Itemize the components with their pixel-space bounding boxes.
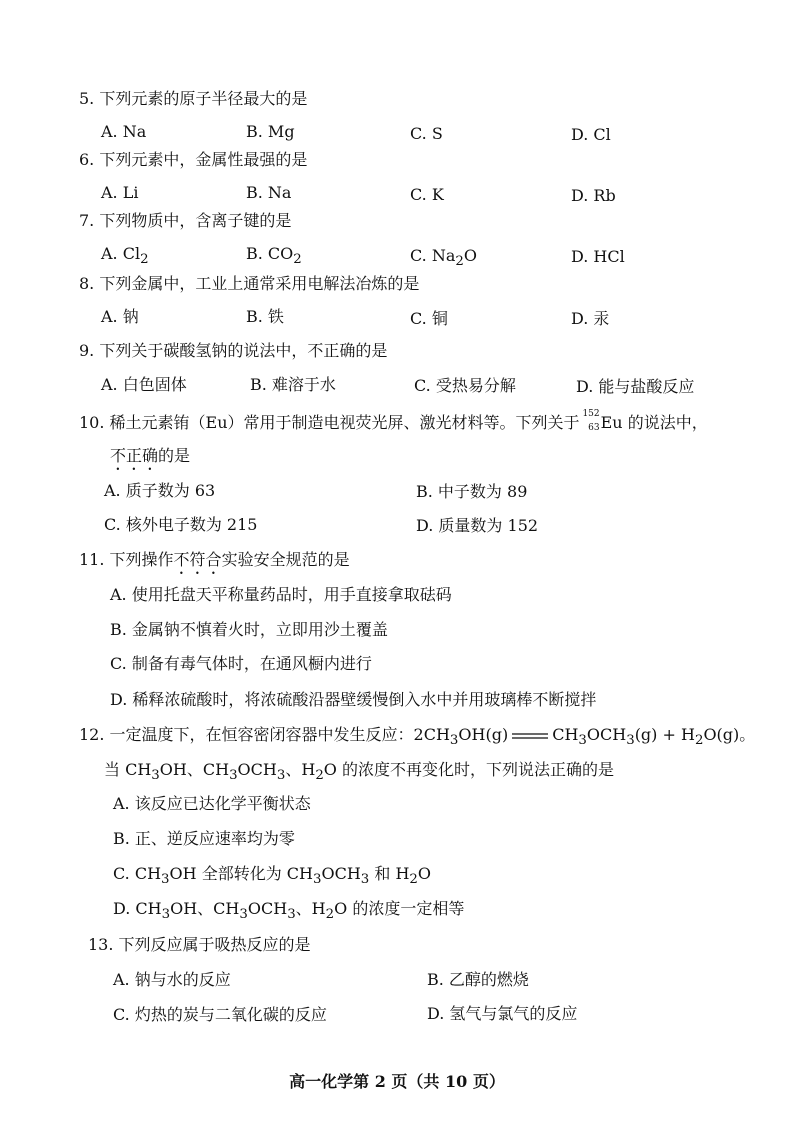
q5-option-d: D. Cl — [571, 125, 611, 144]
q11-option-a: A. 使用托盘天平称量药品时，用手直接拿取砝码 — [110, 585, 452, 604]
q8-option-a: A. 钠 — [101, 307, 139, 326]
q6-option-c: C. K — [410, 185, 444, 204]
q13-option-c: C. 灼热的炭与二氧化碳的反应 — [113, 1005, 327, 1024]
q6-stem: 6. 下列元素中，金属性最强的是 — [79, 150, 308, 169]
q7-option-d: D. HCl — [571, 247, 625, 266]
q13-option-a: A. 钠与水的反应 — [113, 970, 231, 989]
q5-stem: 5. 下列元素的原子半径最大的是 — [79, 89, 308, 108]
q12-option-c: C. $CH_3OH$ 全部转化为 $CH_3OCH_3$ 和 $H_2O$ — [113, 864, 432, 888]
q8-option-b: B. 铁 — [246, 307, 284, 326]
q11-option-d: D. 稀释浓硫酸时，将浓硫酸沿器壁缓慢倒入水中并用玻璃棒不断搅拌 — [110, 690, 597, 709]
q5-option-c: C. S — [410, 124, 443, 143]
q5-option-b: B. Mg — [246, 122, 295, 141]
europium-nuclide: 152 63 — [582, 409, 600, 433]
q10-option-a: A. 质子数为 63 — [104, 481, 216, 500]
q12-equation: $2CH_3OH(g) CH_3OCH_3(g) + H_2O(g)$。 — [413, 725, 756, 749]
q10-stem-line1: 10. 稀土元素铕（Eu）常用于制造电视荧光屏、激光材料等。下列关于 152 63 Eu 的说法中， — [79, 409, 708, 433]
q13-stem: 13. 下列反应属于吸热反应的是 — [88, 935, 311, 954]
q11-option-b: B. 金属钠不慎着火时，立即用沙土覆盖 — [110, 620, 388, 639]
q8-option-c: C. 铜 — [410, 309, 448, 328]
q13-option-b: B. 乙醇的燃烧 — [427, 970, 529, 989]
q5-option-a: A. Na — [101, 122, 147, 141]
q7-stem: 7. 下列物质中，含离子键的是 — [79, 211, 292, 230]
q11-stem: 11. 下列操作不符合实验安全规范的是 — [79, 550, 350, 569]
equilibrium-arrow-icon — [510, 731, 550, 741]
q7-option-b: B. $CO_2$ — [246, 244, 302, 268]
page-footer: 高一化学第 2 页（共 10 页） — [289, 1072, 505, 1091]
q8-option-d: D. 汞 — [571, 309, 610, 328]
q10-option-b: B. 中子数为 89 — [416, 482, 528, 501]
q10-option-d: D. 质量数为 152 — [416, 516, 539, 535]
q12-stem-line2: 当 $CH_3OH$、$CH_3OCH_3$、$H_2O$ 的浓度不再变化时，下列说法正确的是 — [104, 760, 615, 784]
q11-option-c: C. 制备有毒气体时，在通风橱内进行 — [110, 654, 372, 673]
q12-option-d: D. $CH_3OH$、$CH_3OCH_3$、$H_2O$ 的浓度一定相等 — [113, 899, 465, 923]
q9-stem: 9. 下列关于碳酸氢钠的说法中，不正确的是 — [79, 341, 388, 360]
q12-stem-line1: 12. 一定温度下，在恒容密闭容器中发生反应：$2CH_3OH(g) CH_3OCH_3(g) + H_2O(g)$。 — [79, 725, 756, 749]
q12-option-b: B. 正、逆反应速率均为零 — [113, 829, 295, 848]
q9-option-d: D. 能与盐酸反应 — [576, 377, 695, 396]
q9-option-b: B. 难溶于水 — [250, 375, 336, 394]
q12-option-a: A. 该反应已达化学平衡状态 — [113, 794, 311, 813]
q7-option-c: C. $Na_2O$ — [410, 246, 477, 270]
q10-stem-line2: 不正确的是 — [110, 446, 191, 465]
q7-option-a: A. $Cl_2$ — [101, 244, 149, 268]
q9-option-a: A. 白色固体 — [101, 375, 187, 394]
q6-option-a: A. Li — [101, 183, 139, 202]
q8-stem: 8. 下列金属中，工业上通常采用电解法冶炼的是 — [79, 274, 420, 293]
q6-option-b: B. Na — [246, 183, 292, 202]
q13-option-d: D. 氢气与氯气的反应 — [427, 1004, 578, 1023]
q10-option-c: C. 核外电子数为 215 — [104, 515, 258, 534]
q9-option-c: C. 受热易分解 — [414, 376, 516, 395]
q6-option-d: D. Rb — [571, 186, 616, 205]
